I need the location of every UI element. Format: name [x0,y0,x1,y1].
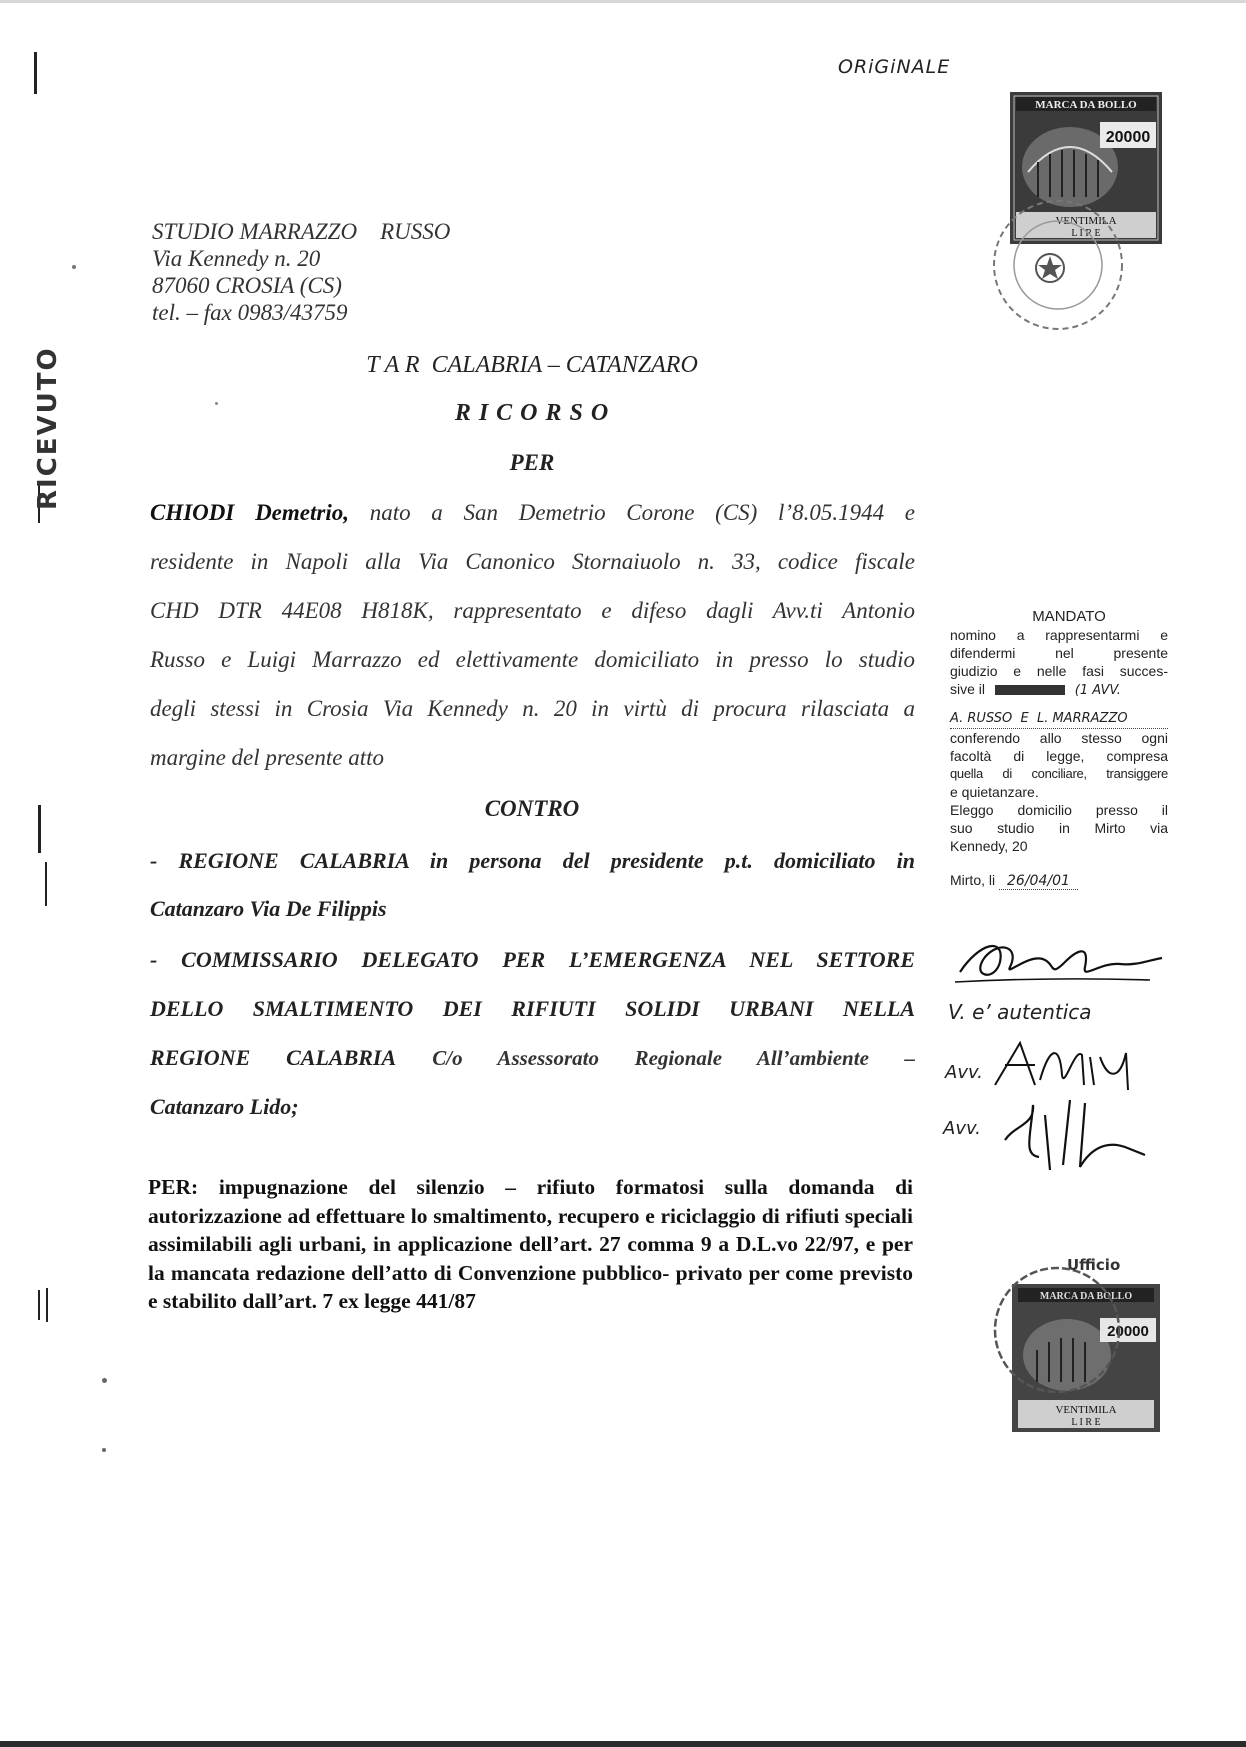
postmark-bottom [972,1250,1142,1400]
postmark-text: Ufficio [1067,1256,1121,1274]
authentication-note: V. e’ autentica [948,1000,1092,1024]
mandato-lawyers-hand: A. RUSSO E L. MARRAZZO [950,710,1168,729]
respondent-1-line-2: Catanzaro Via De Filippis [150,896,387,921]
court-heading: T A R CALABRIA – CATANZARO [366,352,698,378]
mandato-line-3: giudizio e nelle fasi succes- [950,663,1168,679]
postmark-top [968,190,1148,340]
mandato-place: Mirto, li [950,872,996,888]
mandato-date-hand: 26/04/01 [999,873,1078,890]
avv-label-2: Avv. [943,1118,981,1139]
ricorso-heading: R I C O R S O [454,400,610,426]
mandato-line-4 [950,680,1168,700]
stray-mark [215,402,218,405]
avv-label-1: Avv. [945,1062,983,1083]
respondent-2-address: C/o Assessorato Regionale All’ambiente – [432,1046,915,1070]
mandato-line-6: conferendo allo stesso ogni [950,730,1168,746]
stamp-value: 20000 [1105,129,1151,146]
studio-address: Via Kennedy n. 20 [152,246,321,271]
claimant-line-6: margine del presente atto [150,745,384,770]
mandato-line-8: quella di conciliare, transiggere [950,766,1168,781]
respondent-2-line-3 [150,1045,915,1071]
claimant-name: CHIODI Demetrio, [150,500,349,525]
respondent-2-line-4: Catanzaro Lido; [150,1094,299,1119]
studio-letterhead [152,218,450,326]
mandato-line-4-text: sive il [950,681,986,697]
mandato-line-2: difendermi nel presente [950,645,1168,661]
stamp2-top-label: MARCA DA BOLLO [1039,1291,1133,1302]
mandato-title: MANDATO [1032,608,1106,625]
mandato-redaction [995,685,1065,695]
mandato-line-9: e quietanzare. [950,784,1039,800]
stamp-bottom-label: VENTIMILA [1055,215,1117,227]
stray-mark [102,1378,107,1383]
mandato-line-12: Kennedy, 20 [950,838,1028,854]
received-stamp: RICEVUTO [33,346,63,510]
respondent-1-line-1: - REGIONE CALABRIA in persona del presidente p.t. domiciliato in [150,848,915,873]
claimant-line-5: degli stessi in Crosia Via Kennedy n. 20 in virtù di procura rilasciata a [150,696,915,721]
per-text: impugnazione del silenzio – rifiuto formatosi sulla domanda di autorizzazione ad effettuare lo smaltimento, recupero e riciclaggio di rifiuti speciali assimilabili agli urbani, in applicazione dell’art. 27 comma 9 a D.L.vo 22/97, e per la mancata redazione dell’atto di Convenzione pubblico- privato per come previsto e stabilito dall’art. 7 ex legge 441/87 [148,1175,914,1313]
studio-city: 87060 CROSIA (CS) [152,273,342,298]
scan-edge-bottom [0,1741,1246,1747]
claimant-birth: nato a San Demetrio Corone (CS) l’8.05.1944 e [369,500,916,525]
per-block [148,1173,913,1316]
stray-mark [72,265,76,269]
claimant-line-2: residente in Napoli alla Via Canonico Stornaiuolo n. 33, codice fiscale [150,549,915,574]
respondent-2-region: REGIONE CALABRIA [150,1045,397,1070]
stamp2-bottom-lire: L I R E [1071,1417,1101,1428]
claimant-line-3: CHD DTR 44E08 H818K, rappresentato e difeso dagli Avv.ti Antonio [150,598,915,623]
per-heading: PER [509,450,555,475]
lawyer-signature-marrazzo [995,1095,1175,1175]
claimant-line-1 [150,500,915,526]
respondent-2-line-1: - COMMISSARIO DELEGATO PER L’EMERGENZA NEL SETTORE [150,947,915,972]
mandato-line-11: suo studio in Mirto via [950,820,1168,836]
mandato-line-7: facoltà di legge, compresa [950,748,1168,764]
stamp-top-label: MARCA DA BOLLO [1035,99,1137,111]
studio-name: STUDIO MARRAZZO RUSSO [152,219,451,244]
handwritten-originale: ORiGiNALE [838,56,951,78]
per-label: PER: [148,1175,199,1199]
contro-heading: CONTRO [484,796,580,821]
respondent-2-line-2: DELLO SMALTIMENTO DEI RIFIUTI SOLIDI URBANI NELLA [150,996,915,1021]
stray-mark [102,1448,106,1452]
mandato-line-1: nomino a rappresentarmi e [950,627,1168,643]
client-signature [950,932,1170,992]
stamp-bottom-lire: L I R E [1071,228,1101,239]
mandato-line-10: Eleggo domicilio presso il [950,802,1168,818]
studio-phone: tel. – fax 0983/43759 [152,300,348,325]
stamp2-value: 20000 [1107,1323,1149,1340]
claimant-line-4: Russo e Luigi Marrazzo ed elettivamente domiciliato in presso lo studio [150,647,915,672]
mandato-date-line [950,871,1168,890]
stamp2-bottom-label: VENTIMILA [1055,1404,1117,1416]
mandato-block [950,608,1168,890]
scan-edge-top [0,0,1246,3]
lawyer-signature-russo [990,1035,1150,1095]
mandato-line-4-hand: (1 AVV. [1074,683,1121,698]
